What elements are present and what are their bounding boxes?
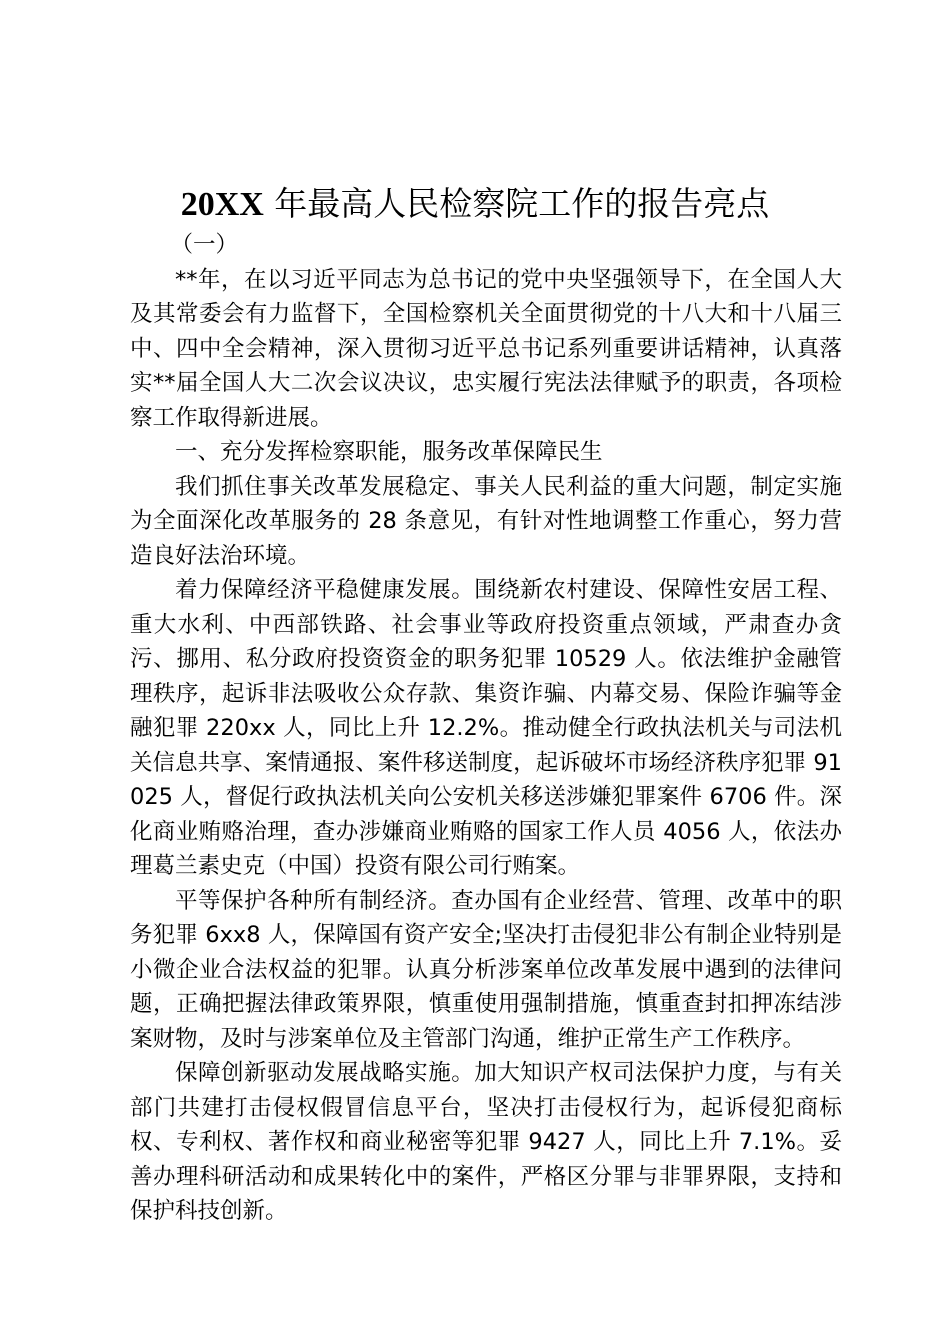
document-body xyxy=(130,228,842,1229)
paragraph-intro: **年，在以习近平同志为总书记的党中央坚强领导下，在全国人大及其常委会有力监督下，全国检察机关全面贯彻党的十八大和十八届三中、四中全会精神，深入贯彻习近平总书记系列重要讲话精神，认真落实**届全国人大二次会议决议，忠实履行宪法法律赋予的职责，各项检察工作取得新进展。 xyxy=(130,266,842,431)
section-number: （一） xyxy=(170,232,239,258)
section-heading: 一、充分发挥检察职能，服务改革保障民生 xyxy=(175,439,603,465)
paragraph: 我们抓住事关改革发展稳定、事关人民利益的重大问题，制定实施为全面深化改革服务的 28 条意见，有针对性地调整工作重心，努力营造良好法治环境。 xyxy=(130,473,842,569)
title-year: 20XX xyxy=(180,186,264,223)
document-title xyxy=(0,180,950,229)
paragraph: 着力保障经济平稳健康发展。围绕新农村建设、保障性安居工程、重大水利、中西部铁路、社会事业等政府投资重点领域，严肃查办贪污、挪用、私分政府投资资金的职务犯罪 10529 人。依法维护金融管理秩序，起诉非法吸收公众存款、集资诈骗、内幕交易、保险诈骗等金融犯罪 220xx 人，同比上升 12.2%。推动健全行政执法机关与司法机关信息共享、案情通报、案件移送制度，起诉破坏市场经济秩序犯罪 91025 人，督促行政执法机关向公安机关移送涉嫌犯罪案件 6706 件。深化商业贿赂治理，查办涉嫌商业贿赂的国家工作人员 4056 人，依法办理葛兰素史克（中国）投资有限公司行贿案。 xyxy=(130,577,842,879)
paragraph: 平等保护各种所有制经济。查办国有企业经营、管理、改革中的职务犯罪 6xx8 人，保障国有资产安全;坚决打击侵犯非公有制企业特别是小微企业合法权益的犯罪。认真分析涉案单位改革发展中遇到的法律问题，正确把握法律政策界限，慎重使用强制措施，慎重查封扣押冻结涉案财物，及时与涉案单位及主管部门沟通，维护正常生产工作秩序。 xyxy=(130,887,842,1052)
paragraph: 保障创新驱动发展战略实施。加大知识产权司法保护力度，与有关部门共建打击侵权假冒信息平台，坚决打击侵权行为，起诉侵犯商标权、专利权、著作权和商业秘密等犯罪 9427 人，同比上升 7.1%。妥善办理科研活动和成果转化中的案件，严格区分罪与非罪界限，支持和保护科技创新。 xyxy=(130,1060,842,1224)
title-text: 年最高人民检察院工作的报告亮点 xyxy=(263,184,770,223)
